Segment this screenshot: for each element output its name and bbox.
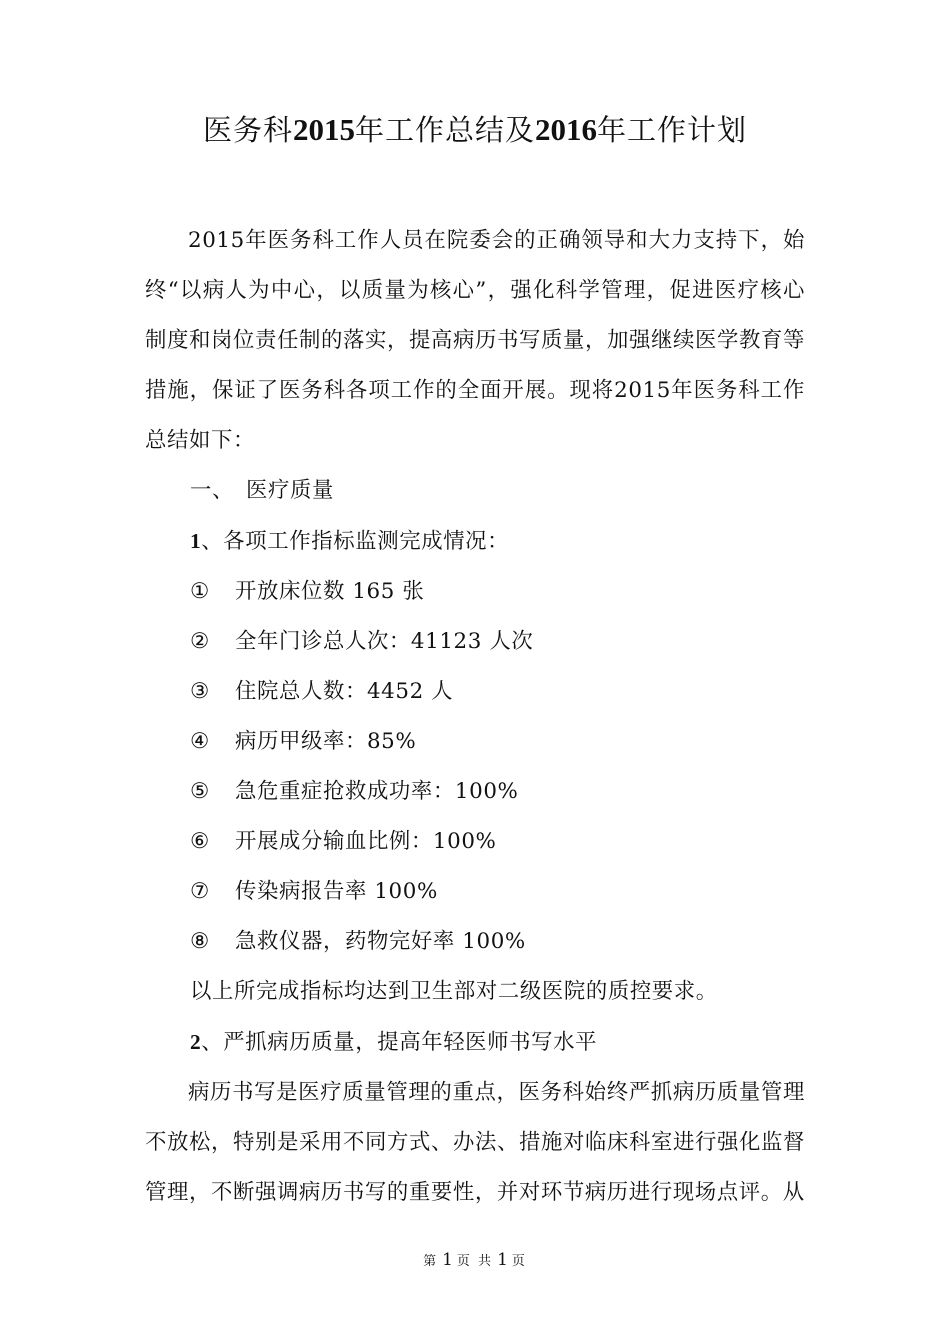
summary-line: 以上所完成指标均达到卫生部对二级医院的质控要求。 bbox=[190, 979, 718, 1004]
subheading-medical-records bbox=[145, 1017, 805, 1068]
footer-total-pages: 1 bbox=[497, 1250, 508, 1270]
subheading-indicators bbox=[145, 516, 805, 567]
list-item-text: 住院总人数：4452 人 bbox=[235, 679, 454, 704]
section-title: 医疗质量 bbox=[246, 478, 334, 503]
footer-prefix: 第 bbox=[423, 1254, 439, 1269]
footer-middle: 页 共 bbox=[456, 1254, 494, 1269]
list-item-text: 急危重症抢救成功率：100% bbox=[235, 779, 519, 804]
list-item-marker: ② bbox=[190, 629, 210, 654]
section-heading-medical-quality bbox=[145, 466, 805, 516]
document-title bbox=[0, 108, 950, 152]
title-year-2016: 2016 bbox=[535, 112, 597, 147]
list-item-text: 病历甲级率：85% bbox=[235, 729, 417, 754]
subheading-number: 1 bbox=[190, 529, 202, 553]
footer-suffix: 页 bbox=[511, 1254, 527, 1269]
list-item bbox=[145, 767, 805, 817]
title-suffix: 年工作计划 bbox=[597, 113, 748, 147]
list-item-text: 开放床位数 165 张 bbox=[235, 579, 425, 604]
list-item-marker: ⑤ bbox=[190, 779, 210, 804]
list-item-text: 开展成分输血比例：100% bbox=[235, 829, 497, 854]
list-item-marker: ③ bbox=[190, 679, 210, 704]
list-item bbox=[145, 917, 805, 967]
list-item-marker: ⑦ bbox=[190, 879, 210, 904]
title-prefix: 医务科 bbox=[202, 113, 293, 147]
list-item-text: 传染病报告率 100% bbox=[235, 879, 438, 904]
list-item bbox=[145, 667, 805, 717]
list-item-marker: ④ bbox=[190, 729, 210, 754]
list-item bbox=[145, 617, 805, 667]
list-item bbox=[145, 567, 805, 617]
intro-paragraph: 2015年医务科工作人员在院委会的正确领导和大力支持下，始终“以病人为中心，以质量为核心”，强化科学管理，促进医疗核心制度和岗位责任制的落实，提高病历书写质量，加强继续医学教育等措施，保证了医务科各项工作的全面开展。现将2015年医务科工作总结如下： bbox=[145, 228, 805, 453]
title-year-2015: 2015 bbox=[292, 112, 355, 147]
list-item-marker: ⑥ bbox=[190, 829, 210, 854]
subheading-text: 、严抓病历质量，提高年轻医师书写水平 bbox=[201, 1030, 598, 1055]
list-item-marker: ⑧ bbox=[190, 929, 210, 954]
title-middle: 年工作总结及 bbox=[354, 113, 535, 147]
document-body bbox=[145, 216, 805, 1218]
list-item bbox=[145, 817, 805, 867]
list-item-text: 全年门诊总人次：41123 人次 bbox=[235, 629, 534, 654]
section-number: 一、 bbox=[190, 478, 234, 503]
list-item bbox=[145, 717, 805, 767]
records-paragraph: 病历书写是医疗质量管理的重点，医务科始终严抓病历质量管理不放松，特别是采用不同方式、办法、措施对临床科室进行强化监督管理，不断强调病历书写的重要性，并对环节病历进行现场点评。从 bbox=[145, 1080, 805, 1205]
footer-page-number: 1 bbox=[442, 1250, 453, 1270]
subheading-number: 2 bbox=[190, 1030, 202, 1054]
page-footer bbox=[0, 1248, 950, 1274]
subheading-text: 、各项工作指标监测完成情况： bbox=[201, 529, 510, 554]
list-item-marker: ① bbox=[190, 579, 210, 604]
list-item bbox=[145, 867, 805, 917]
list-item-text: 急救仪器，药物完好率 100% bbox=[235, 929, 526, 954]
indicator-list bbox=[145, 567, 805, 967]
